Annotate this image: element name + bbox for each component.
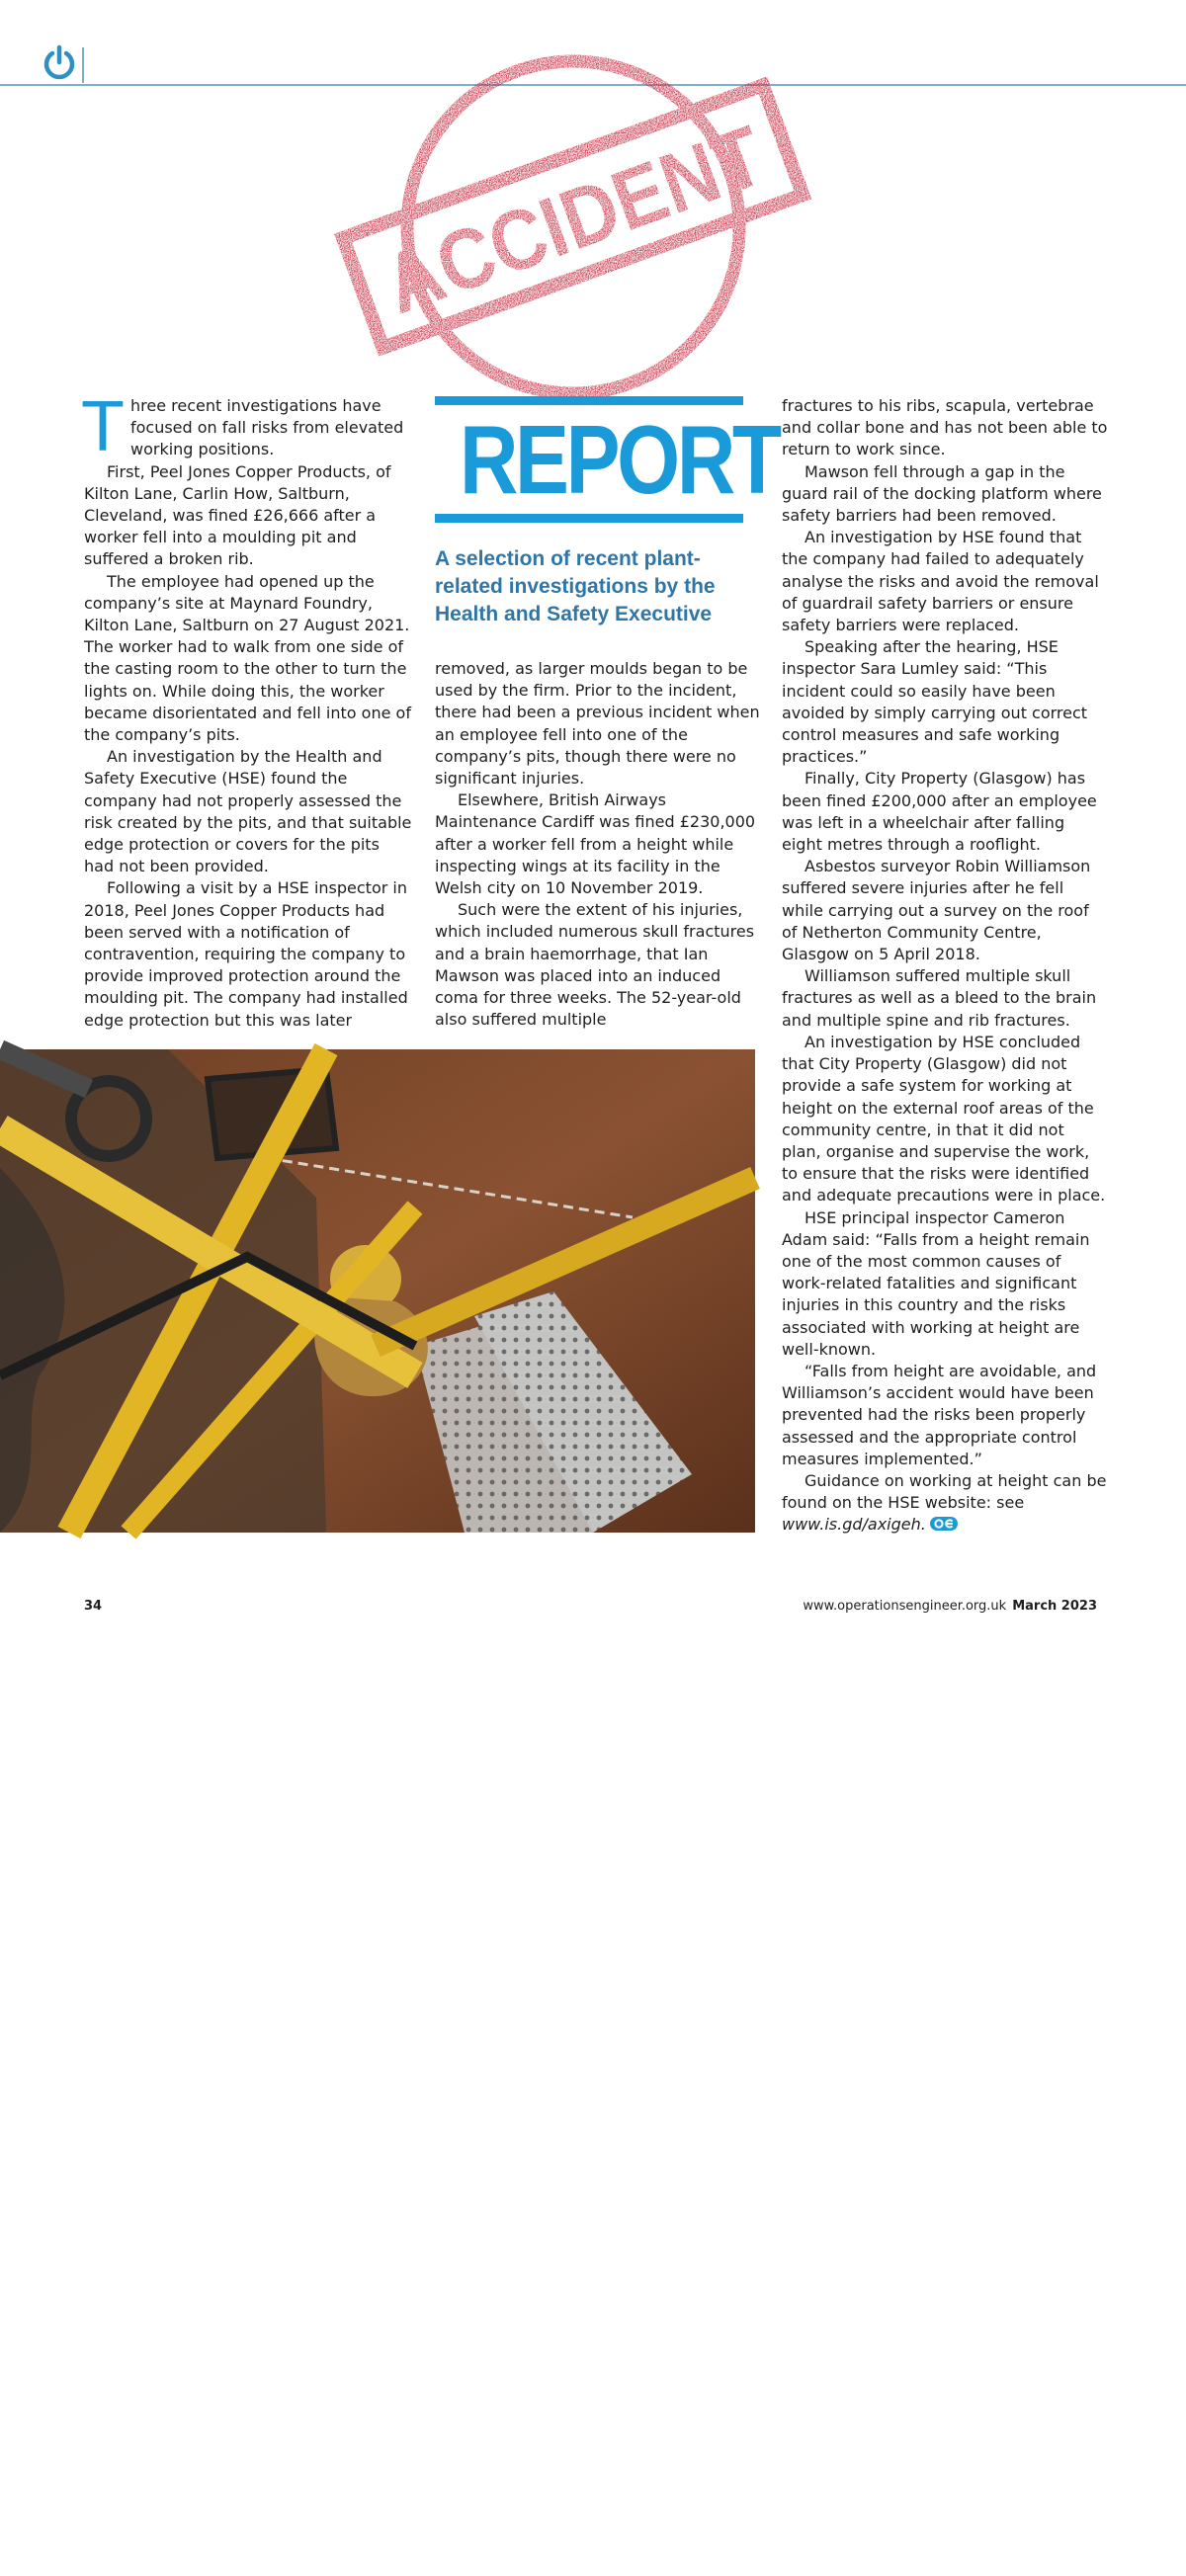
- paragraph: removed, as larger moulds began to be used by the firm. Prior to the incident, there had been a previous incident when an employee fell into one of the company’s pits, though there were no significant injuries.: [435, 659, 760, 789]
- paragraph: Such were the extent of his injuries, which included numerous skull fractures and a brain haemorrhage, that Ian Mawson was placed into an induced coma for three weeks. The 52-year-old also suffered multiple: [435, 900, 755, 1030]
- paragraph: Williamson suffered multiple skull fractures as well as a bleed to the brain and multiple spine and rib fractures.: [782, 966, 1097, 1030]
- issue-date: March 2023: [1012, 1599, 1097, 1614]
- photo-credit: Kings Access/stock.adobe.com: [739, 2439, 749, 2576]
- power-icon: [42, 43, 77, 81]
- paragraph: Mawson fell through a gap in the guard rail of the docking platform where safety barriers had been removed.: [782, 461, 1102, 526]
- paragraph: “Falls from height are avoidable, and Williamson’s accident would have been prevented had the risks been properly assessed and the appropriate control measures implemented.”: [782, 1361, 1097, 1468]
- footer-website[interactable]: www.operationsengineer.org.uk: [803, 1599, 1007, 1614]
- report-title: [435, 396, 779, 523]
- accident-stamp: [336, 20, 818, 435]
- standfirst: A selection of recent plant-related investigations by the Health and Safety Executive: [435, 547, 716, 625]
- report-word: REPORT: [459, 405, 779, 514]
- paragraph: Elsewhere, British Airways Maintenance Cardiff was fined £230,000 after a worker fell from a height while inspecting wings at its facility in the Welsh city on 10 November 2019.: [435, 790, 756, 898]
- column-2: [435, 658, 763, 1031]
- stamp-word: ACCIDENT: [372, 93, 818, 333]
- guidance-link[interactable]: www.is.gd/axigeh.: [782, 1515, 926, 1535]
- paragraph: An investigation by the Health and Safety Executive (HSE) found the company had not properly assessed the risk created by the pits, and that suitable edge protection or covers for the pits had not been provided.: [84, 747, 412, 876]
- photo-illustration: [0, 1049, 755, 1533]
- paragraph: Asbestos surveyor Robin Williamson suffered severe injuries after he fell while carrying out a survey on the roof of Netherton Community Centre, Glasgow on 5 April 2018.: [782, 857, 1091, 964]
- paragraph: First, Peel Jones Copper Products, of Kilton Lane, Carlin How, Saltburn, Cleveland, was fined £26,666 after a worker fell into a moulding pit and suffered a broken rib.: [84, 461, 391, 569]
- report-bottom-bar: [435, 514, 743, 523]
- column-1: [81, 387, 413, 1032]
- oe-logo-icon: [930, 1517, 958, 1531]
- final-paragraph: [782, 1470, 1108, 1537]
- lead-text: hree recent investigations have focused on fall risks from elevated working positions.: [129, 396, 404, 459]
- paragraph: Finally, City Property (Glasgow) has been fined £200,000 after an employee was left in a wheelchair after falling eight metres through a rooflight.: [782, 769, 1097, 855]
- column-3: [782, 395, 1108, 1537]
- final-text: Guidance on working at height can be found on the HSE website: see: [782, 1470, 1107, 1513]
- paragraph: HSE principal inspector Cameron Adam said: “Falls from a height remain one of the most common causes of work-related fatalities and significant injuries in this country and the risks associated with working at height are well-known.: [782, 1207, 1090, 1359]
- paragraph: fractures to his ribs, scapula, vertebrae and collar bone and has not been able to return to work since.: [782, 396, 1108, 459]
- header-divider: [82, 47, 84, 83]
- dropcap: T: [81, 387, 125, 466]
- paragraph: Following a visit by a HSE inspector in 2018, Peel Jones Copper Products had been served with a notification of contravention, requiring the company to provide improved protection around the moulding pit. The company had installed edge protection but this was later: [84, 878, 408, 1030]
- lead-paragraph: [81, 387, 413, 466]
- paragraph: An investigation by HSE found that the company had failed to adequately analyse the risks and avoid the removal of guardrail safety barriers or ensure safety barriers were replaced.: [782, 528, 1099, 635]
- paragraph: Speaking after the hearing, HSE inspector Sara Lumley said: “This incident could so easily have been avoided by simply carrying out correct control measures and safe working practices.”: [782, 637, 1088, 767]
- footer-info: [803, 1599, 1097, 1614]
- paragraph: The employee had opened up the company’s site at Maynard Foundry, Kilton Lane, Saltburn on 27 August 2021. The worker had to walk from one side of the casting room to the other to turn the lights on. While doing this, the worker became disorientated and fell into one of the company’s pits.: [84, 571, 411, 745]
- paragraph: An investigation by HSE concluded that City Property (Glasgow) did not provide a safe system for working at height on the external roof areas of the community centre, in that it did not plan, organise and supervise the work, to ensure that the risks were identified and adequate precautions were in place.: [782, 1032, 1106, 1205]
- report-top-bar: [435, 396, 743, 405]
- page-number: 34: [84, 1599, 103, 1614]
